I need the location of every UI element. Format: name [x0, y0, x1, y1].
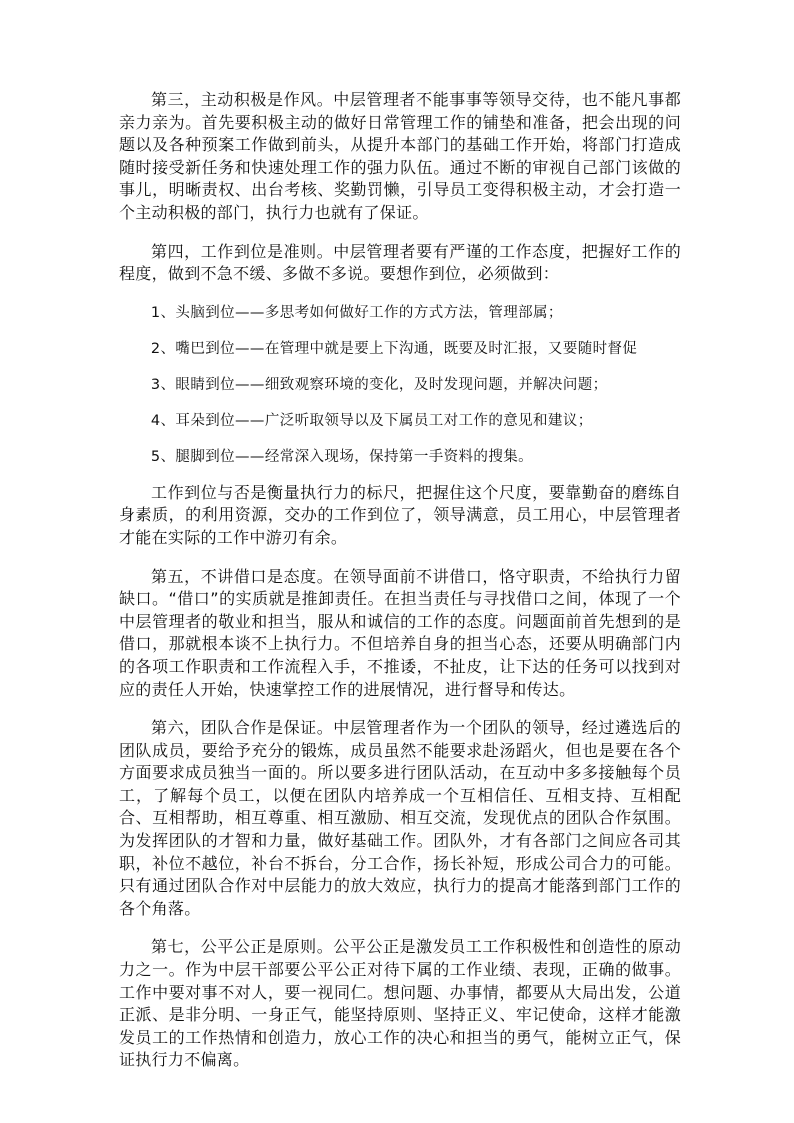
paragraph-fourth-in-place: 第四，工作到位是准则。中层管理者要有严谨的工作态度，把握好工作的程度，做到不急不缓、多做不多说。要想作到位，必须做到： [119, 241, 681, 284]
document-page [119, 89, 681, 1088]
list-item: 3、眼睛到位——细致观察环境的变化，及时发现问题，并解决问题； [150, 376, 608, 393]
paragraph-seventh-fairness: 第七，公平公正是原则。公平公正是激发员工工作积极性和创造性的原动力之一。作为中层干部要公平公正对待下属的工作业绩、表现，正确的做事。工作中要对事不对人，要一视同仁。想问题、办事情，都要从大局出发，公道正派、是非分明、一身正气，能坚持原则、坚持正义、牢记使命，这样才能激发员工的工作热情和创造力，放心工作的决心和担当的勇气，能树立正气，保证执行力不偏离。 [119, 937, 681, 1070]
list-item: 1、头脑到位——多思考如何做好工作的方式方法，管理部属； [150, 304, 563, 321]
list-item: 2、嘴巴到位——在管理中就是要上下沟通，既要及时汇报，又要随时督促 [150, 340, 638, 357]
paragraph-sixth-teamwork: 第六，团队合作是保证。中层管理者作为一个团队的领导，经过遴选后的团队成员，要给予充分的锻炼，成员虽然不能要求赴汤蹈火，但也是要在各个方面要求成员独当一面的。所以要多进行团队活动，在互动中多多接触每个员工，了解每个员工，以便在团队内培养成一个互相信任、互相支持、互相配合、互相帮助，相互尊重、相互激励、相互交流，发现优点的团队合作氛围。为发挥团队的才智和力量，做好基础工作。团队外，才有各部门之间应各司其职，补位不越位，补台不拆台，分工合作，扬长补短，形成公司合力的可能。只有通过团队合作对中层能力的放大效应，执行力的提高才能落到部门工作的各个角落。 [119, 718, 681, 918]
paragraph-fourth-summary: 工作到位与否是衡量执行力的标尺，把握住这个尺度，要靠勤奋的磨练自身素质，的利用资源，交办的工作到位了，领导满意，员工用心，中层管理者才能在实际的工作中游刃有余。 [119, 482, 681, 547]
paragraph-fifth-no-excuses: 第五，不讲借口是态度。在领导面前不讲借口，恪守职责，不给执行力留缺口。“借口”的实质就是推卸责任。在担当责任与寻找借口之间，体现了一个中层管理者的敬业和担当，服从和诚信的工作的态度。问题面前首先想到的是借口，那就根本谈不上执行力。不但培养自身的担当心态，还要从明确部门内的各项工作职责和工作流程入手，不推诿，不扯皮，让下达的任务可以找到对应的责任人开始，快速掌控工作的进展情况，进行督导和传达。 [119, 566, 681, 699]
paragraph-third-initiative: 第三，主动积极是作风。中层管理者不能事事等领导交待，也不能凡事都亲力亲为。首先要积极主动的做好日常管理工作的铺垫和准备，把会出现的问题以及各种预案工作做到前头，从提升本部门的基础工作开始，将部门打造成随时接受新任务和快速处理工作的强力队伍。通过不断的审视自己部门该做的事儿，明晰责权、出台考核、奖勤罚懒，引导员工变得积极主动，才会打造一个主动积极的部门，执行力也就有了保证。 [119, 90, 681, 222]
list-item: 4、耳朵到位——广泛听取领导以及下属员工对工作的意见和建议； [150, 412, 593, 429]
list-item: 5、腿脚到位——经常深入现场，保持第一手资料的搜集。 [150, 448, 534, 465]
